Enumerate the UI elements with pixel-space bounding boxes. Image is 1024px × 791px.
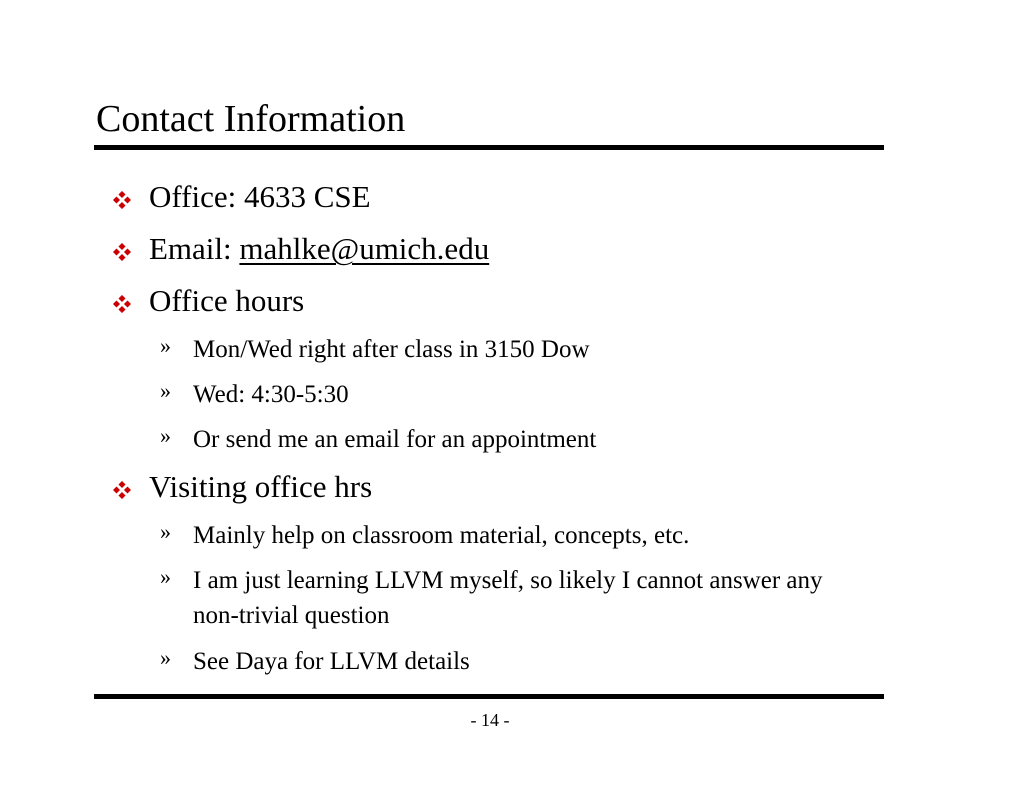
diamond-bullet-icon (113, 284, 131, 318)
diamond-bullet-icon (113, 232, 131, 266)
slide-title: Contact Information (96, 98, 406, 140)
sub-bullet-marker: » (160, 423, 171, 448)
bullet-office-hours-text: Office hours (149, 283, 305, 318)
bullet-office-text: Office: 4633 CSE (149, 179, 371, 214)
sub-bullet-text: Or send me an email for an appointment (193, 426, 597, 453)
footer-divider (94, 694, 884, 699)
sub-bullet-text: Mainly help on classroom material, concepts, etc. (193, 522, 690, 549)
diamond-bullet-icon (113, 180, 131, 214)
sub-bullet-text: Wed: 4:30-5:30 (193, 381, 349, 408)
sub-bullet-marker: » (160, 333, 171, 358)
bullet-visiting-office-hrs-text: Visiting office hrs (149, 469, 373, 504)
sub-bullet-marker: » (160, 519, 171, 544)
email-label: Email: (149, 231, 232, 266)
bullet-email-text (149, 232, 489, 266)
email-link[interactable]: mahlke@umich.edu (239, 231, 490, 266)
sub-bullet-marker: » (160, 378, 171, 403)
sub-bullet-text: I am just learning LLVM myself, so likely I cannot answer any non-trivial question (193, 567, 823, 629)
sub-bullet-marker: » (160, 645, 171, 670)
sub-bullet-text: See Daya for LLVM details (193, 648, 470, 675)
sub-bullet-marker: » (160, 564, 171, 589)
page-number: - 14 - (470, 710, 510, 730)
diamond-bullet-icon (113, 470, 131, 504)
sub-bullet-text: Mon/Wed right after class in 3150 Dow (193, 336, 590, 363)
